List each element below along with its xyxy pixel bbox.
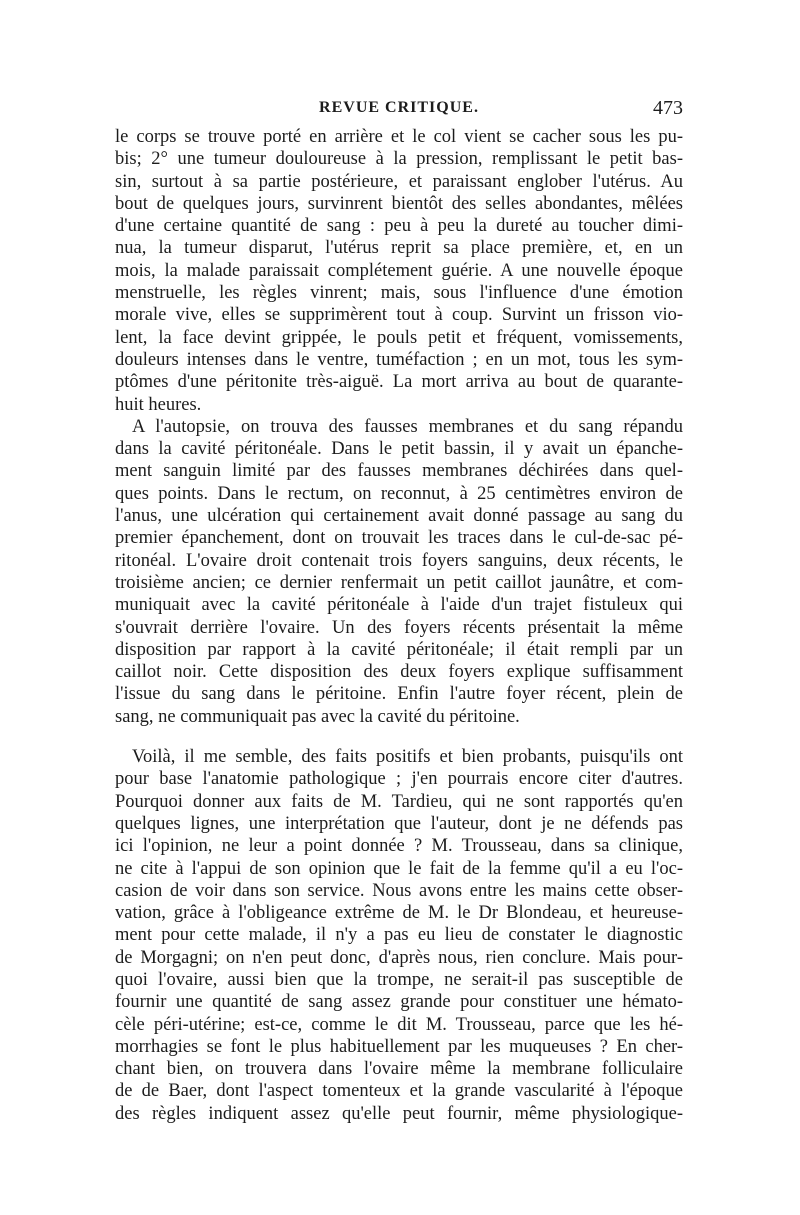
text-line: sin, surtout à sa partie postérieure, et paraissant englober l'utérus. Au <box>115 171 683 192</box>
text-line: pour base l'anatomie pathologique ; j'en pourrais encore citer d'autres. <box>115 769 683 790</box>
running-head <box>115 97 683 123</box>
text-line: casion de voir dans son service. Nous avons entre les mains cette obser- <box>115 880 683 901</box>
text-line: sang, ne communiquait pas avec la cavité du péritoine. <box>115 706 520 727</box>
text-line: ment pour cette malade, il n'y a pas eu lieu de constater le diagnostic <box>115 925 683 946</box>
text-line: nua, la tumeur disparut, l'utérus reprit sa place première, et, en un <box>115 238 683 259</box>
text-line: morale vive, elles se supprimèrent tout à coup. Survint un frisson vio- <box>115 305 683 326</box>
paragraph <box>115 746 683 1125</box>
running-title: REVUE CRITIQUE. <box>319 99 479 116</box>
text-line: ptômes d'une péritonite très-aiguë. La mort arriva au bout de quarante- <box>115 372 683 393</box>
text-line: d'une certaine quantité de sang : peu à peu la dureté au toucher dimi- <box>115 216 683 237</box>
text-line: bis; 2° une tumeur douloureuse à la pression, remplissant le petit bas- <box>115 149 683 170</box>
text-line: muniquait avec la cavité péritonéale à l'aide d'un trajet fistuleux qui <box>115 595 683 616</box>
text-line: caillot noir. Cette disposition des deux foyers explique suffisamment <box>115 662 683 683</box>
text-line: bout de quelques jours, survinrent bientôt des selles abondantes, mêlées <box>115 193 683 214</box>
text-line: fournir une quantité de sang assez grande pour constituer une hémato- <box>115 992 683 1013</box>
text-line: morrhagies se font le plus habituellement par les muqueuses ? En cher- <box>115 1036 683 1057</box>
text-line: douleurs intenses dans le ventre, tuméfaction ; en un mot, tous les sym- <box>115 349 683 370</box>
paragraph <box>115 416 683 728</box>
text-line: vation, grâce à l'obligeance extrême de M. le Dr Blondeau, et heureuse- <box>115 903 683 924</box>
page-number: 473 <box>653 97 683 119</box>
paragraph <box>115 126 683 416</box>
text-line: ques points. Dans le rectum, on reconnut, à 25 centimètres environ de <box>115 483 683 504</box>
text-line: quoi l'ovaire, aussi bien que la trompe, ne serait-il pas susceptible de <box>115 969 683 990</box>
text-line: de Morgagni; on n'en peut donc, d'après nous, rien conclure. Mais pour- <box>115 947 683 968</box>
text-line: mois, la malade paraissait complétement guérie. A une nouvelle époque <box>115 260 683 281</box>
text-line: troisième ancien; ce dernier renfermait un petit caillot jaunâtre, et com- <box>115 572 683 593</box>
text-line: chant bien, on trouvera dans l'ovaire même la membrane folliculaire <box>115 1059 683 1080</box>
text-line: premier épanchement, dont on trouvait les traces dans le cul-de-sac pé- <box>115 528 683 549</box>
text-line: de de Baer, dont l'aspect tomenteux et la grande vascularité à l'époque <box>115 1081 683 1102</box>
text-line: cèle péri-utérine; est-ce, comme le dit M. Trousseau, parce que les hé- <box>115 1014 683 1035</box>
text-line: ne cite à l'appui de son opinion que le fait de la femme qu'il a eu l'oc- <box>115 858 683 879</box>
text-line: ici l'opinion, ne leur a point donnée ? M. Trousseau, dans sa clinique, <box>115 836 683 857</box>
text-line: menstruelle, les règles vinrent; mais, sous l'influence d'une émotion <box>115 283 683 304</box>
text-line: s'ouvrait derrière l'ovaire. Un des foyers récents présentait la même <box>115 617 683 638</box>
text-line: lent, la face devint grippée, le pouls petit et fréquent, vomissements, <box>115 327 683 348</box>
text-line: quelques lignes, une interprétation que l'auteur, dont je ne défends pas <box>115 813 683 834</box>
text-line: huit heures. <box>115 394 202 415</box>
text-line: le corps se trouve porté en arrière et le col vient se cacher sous les pu- <box>115 127 683 147</box>
text-line: Voilà, il me semble, des faits positifs et bien probants, puisqu'ils ont <box>132 747 683 768</box>
text-line: A l'autopsie, on trouva des fausses membranes et du sang répandu <box>132 416 683 437</box>
text-line: dans la cavité péritonéale. Dans le petit bassin, il y avait un épanche- <box>115 439 683 460</box>
paragraph-gap <box>115 728 683 746</box>
text-line: l'anus, une ulcération qui certainement avait donné passage au sang du <box>115 506 683 527</box>
text-line: des règles indiquent assez qu'elle peut fournir, même physiologique- <box>115 1103 683 1124</box>
text-line: Pourquoi donner aux faits de M. Tardieu, qui ne sont rapportés qu'en <box>115 791 683 812</box>
body-text <box>115 126 683 1125</box>
text-line: ment sanguin limité par des fausses membranes déchirées dans quel- <box>115 461 683 482</box>
text-line: ritonéal. L'ovaire droit contenait trois foyers sanguins, deux récents, le <box>115 550 683 571</box>
text-line: l'issue du sang dans le péritoine. Enfin l'autre foyer récent, plein de <box>115 684 683 705</box>
text-line: disposition par rapport à la cavité péritonéale; il était rempli par un <box>115 639 683 660</box>
